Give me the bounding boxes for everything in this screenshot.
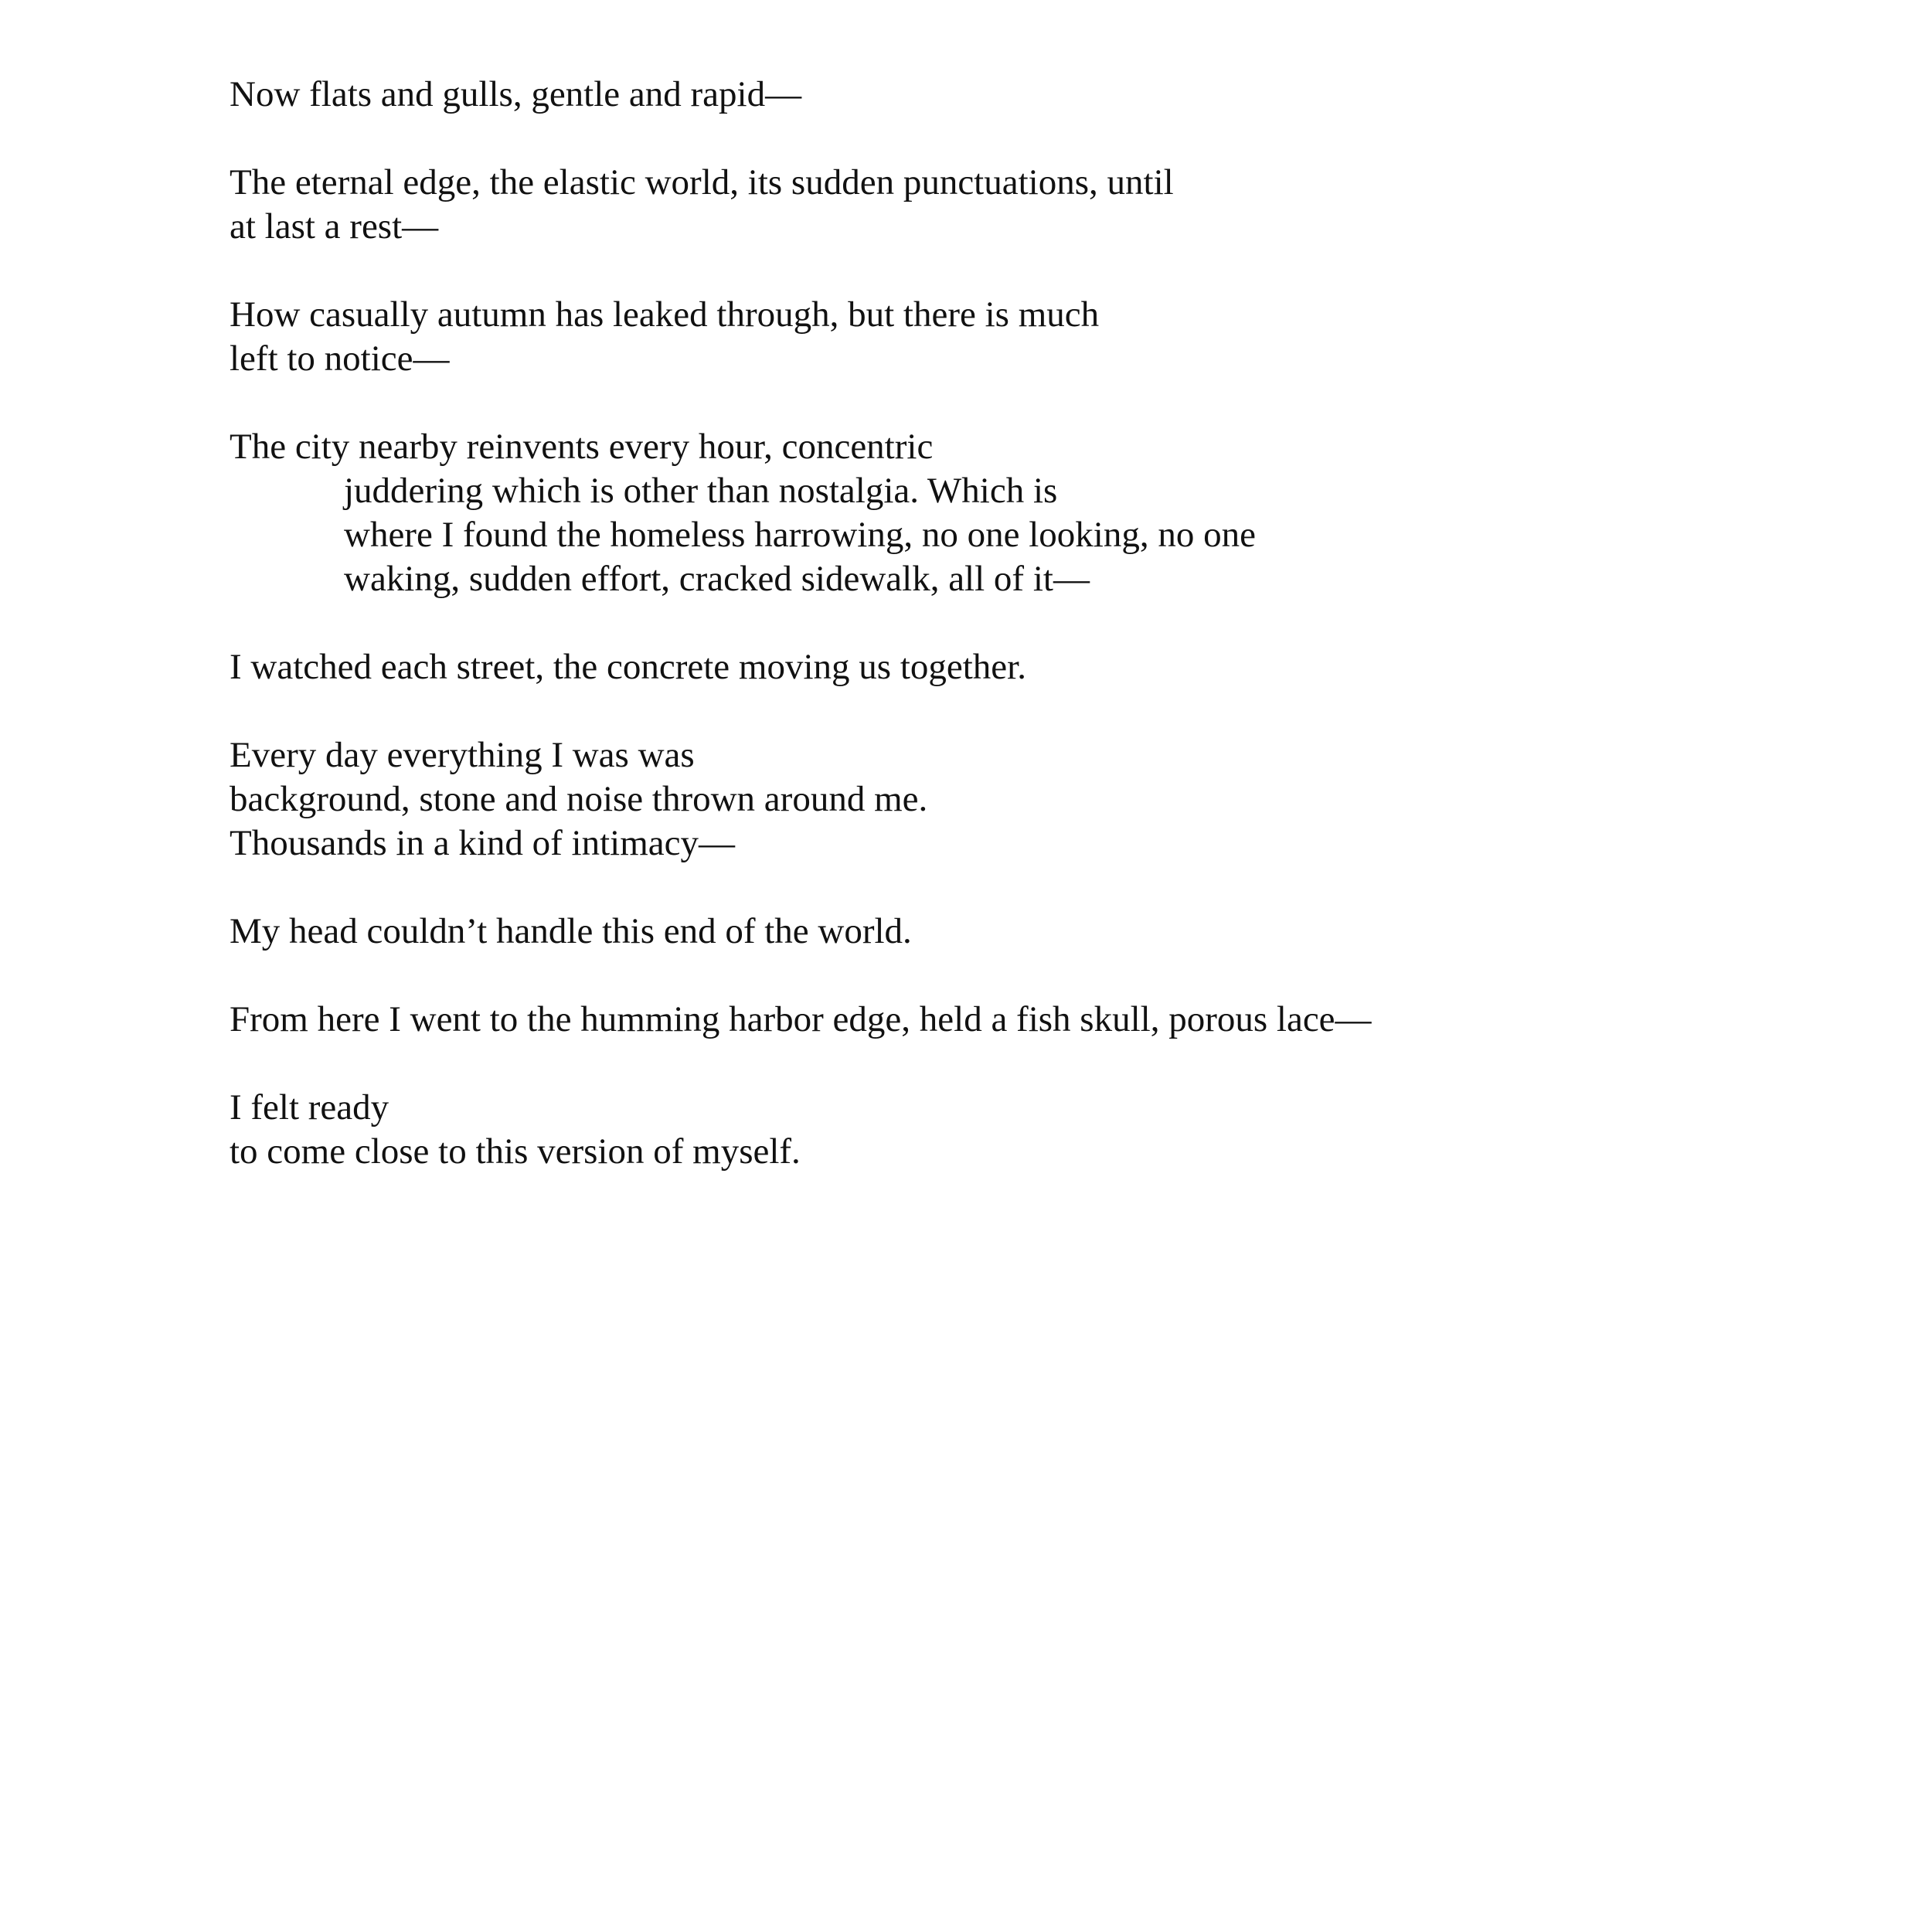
stanza-9 (230, 1086, 1698, 1174)
poem-line: How casually autumn has leaked through, but there is much (230, 294, 1100, 335)
poem-line: My head couldn’t handle this end of the world. (230, 911, 912, 951)
stanza-2 (230, 161, 1698, 249)
poem-line: The city nearby reinvents every hour, concentric (230, 427, 934, 467)
poem-line: Thousands in a kind of intimacy— (230, 823, 735, 863)
stanza-8 (230, 998, 1698, 1042)
poem-line-indented: where I found the homeless harrowing, no one looking, no one (344, 515, 1256, 555)
poem-line: to come close to this version of myself. (230, 1131, 801, 1172)
poem-line-indented: waking, sudden effort, cracked sidewalk, all of it— (344, 559, 1090, 599)
stanza-7 (230, 910, 1698, 954)
poem-line: left to notice— (230, 338, 450, 379)
poem-line: I felt ready (230, 1087, 389, 1128)
stanza-1 (230, 73, 1698, 117)
stanza-3 (230, 293, 1698, 381)
poem-line: I watched each street, the concrete moving us together. (230, 647, 1026, 687)
poem-line: Now flats and gulls, gentle and rapid— (230, 74, 802, 114)
stanza-5 (230, 645, 1698, 689)
stanza-4 (230, 425, 1698, 601)
stanza-6 (230, 733, 1698, 866)
poem-line-indented: juddering which is other than nostalgia. Which is (344, 471, 1058, 511)
poem-line: Every day everything I was was (230, 735, 695, 775)
poem-line: From here I went to the humming harbor edge, held a fish skull, porous lace— (230, 999, 1372, 1039)
poem-body (230, 73, 1698, 1174)
poem-line: The eternal edge, the elastic world, its sudden punctuations, until (230, 162, 1174, 202)
poem-line: background, stone and noise thrown around me. (230, 779, 928, 819)
poem-line: at last a rest— (230, 206, 439, 247)
